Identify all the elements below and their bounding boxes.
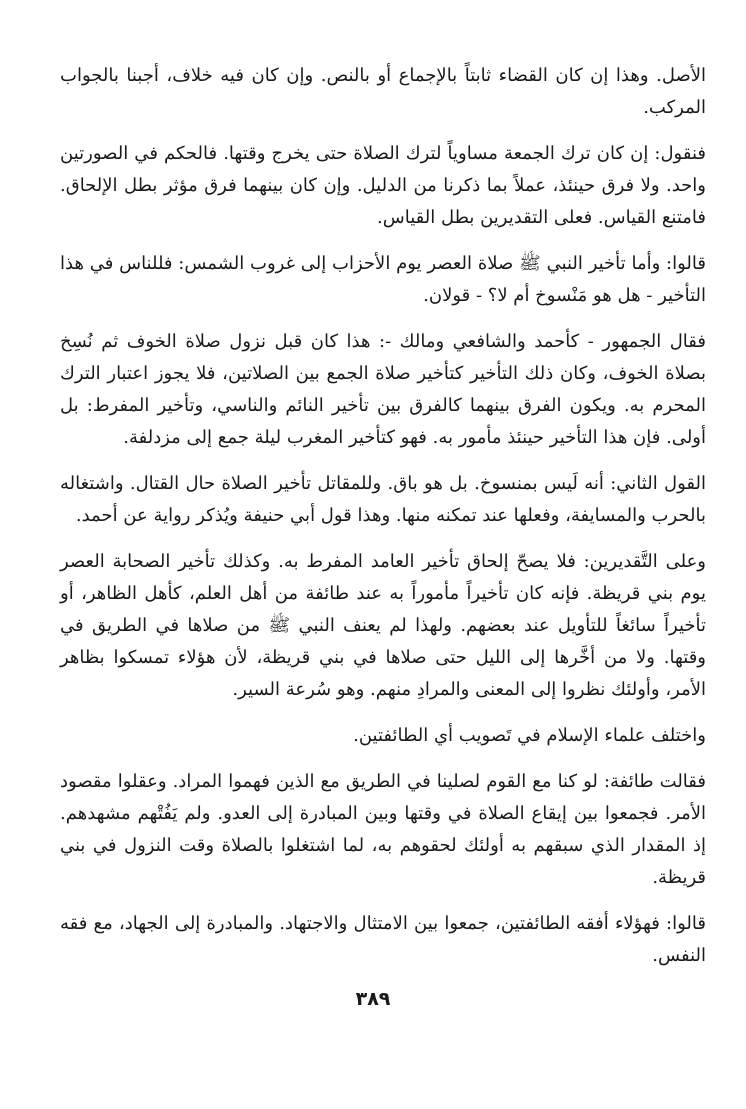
paragraph-2: فنقول: إن كان ترك الجمعة مساوياً لترك الصلاة حتى يخرج وقتها. فالحكم في الصورتين واحد. ولا فرق حينئذ، عملاً بما ذكرنا من الدليل. وإن كان بينهما فرق مؤثر بطل الإلحاق. فامتنع القياس. فعلى التقديرين بطل القياس. [60, 143, 706, 228]
paragraph-5: القول الثاني: أنه لَيس بمنسوخ. بل هو باق. وللمقاتل تأخير الصلاة حال القتال. واشتغاله بالحرب والمسايفة، وفعلها عند تمكنه منها. وهذا قول أبي حنيفة ويُذكر رواية عن أحمد. [60, 473, 706, 526]
paragraph-3: قالوا: وأما تأخير النبي ﷺ صلاة العصر يوم الأحزاب إلى غروب الشمس: فللناس في هذا التأخير - هل هو مَنْسوخ أم لا؟ - قولان. [60, 253, 706, 306]
page-number: ٣٨٩ [355, 988, 391, 1010]
page-body [60, 60, 706, 986]
paragraph-6: وعلى التَّقديرين: فلا يصحّ إلحاق تأخير العامد المفرط به. وكذلك تأخير الصحابة العصر يوم بني قريظة. فإنه كان تأخيراً مأموراً به عند طائفة من أهل العلم، كأهل الظاهر، أو تأخيراً سائغاً للتأويل عند بعضهم. ولهذا لم يعنف النبي ﷺ من صلاها في الطريق في وقتها. ولا من أخَّرها إلى الليل حتى صلاها في بني قريظة، لأن هؤلاء تمسكوا بظاهر الأمر، وأولئك نظروا إلى المعنى والمرادِ منهم. وهو سُرعة السير. [60, 551, 706, 700]
paragraph-1: الأصل. وهذا إن كان القضاء ثابتاً بالإجماع أو بالنص. وإن كان فيه خلاف، أجبنا بالجواب المركب. [60, 65, 706, 118]
paragraph-4: فقال الجمهور - كأحمد والشافعي ومالك -: هذا كان قبل نزول صلاة الخوف ثم نُسِخ بصلاة الخوف، وكان ذلك التأخير كتأخير صلاة الجمع بين الصلاتين، فلا يجوز اعتبار الترك المحرم به. ويكون الفرق بينهما كالفرق بين تأخير النائم والناسي، وتأخير المفرط: بل أولى. فإن هذا التأخير حينئذ مأمور به. فهو كتأخير المغرب ليلة جمع إلى مزدلفة. [60, 331, 706, 448]
paragraph-8: فقالت طائفة: لو كنا مع القوم لصلينا في الطريق مع الذين فهموا المراد. وعقلوا مقصود الأمر. فجمعوا بين إيقاع الصلاة في وقتها وبين المبادرة إلى العدو. ولم يَفُتْهم مشهدهم. إذ المقدار الذي سبقهم به أولئك لحقوهم به، لما اشتغلوا بالصلاة وقت النزول في بني قريظة. [60, 771, 706, 888]
paragraph-9: قالوا: فهؤلاء أفقه الطائفتين، جمعوا بين الامتثال والاجتهاد. والمبادرة إلى الجهاد، مع فقه النفس. [60, 913, 706, 966]
paragraph-7: واختلف علماء الإسلام في تَصويب أي الطائفتين. [353, 725, 706, 746]
